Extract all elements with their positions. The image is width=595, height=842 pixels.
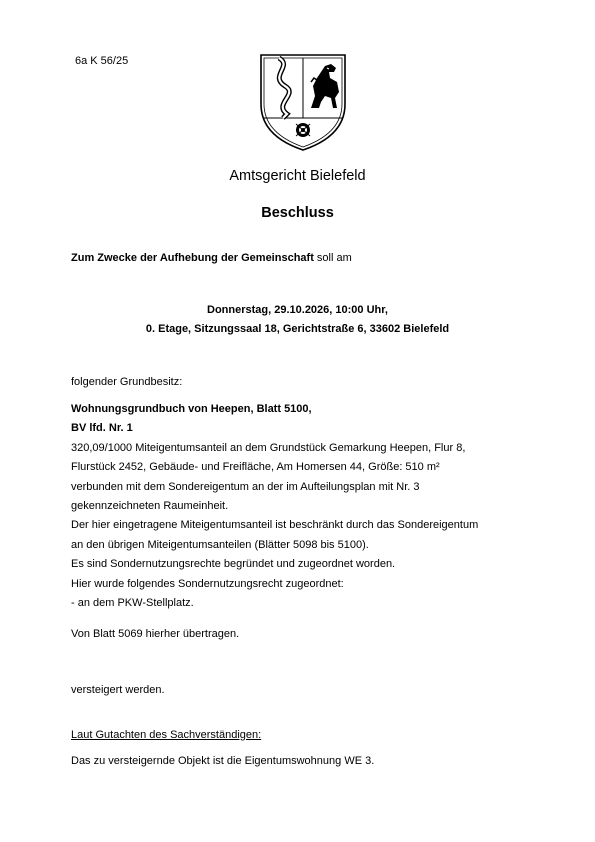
- case-number: 6a K 56/25: [75, 55, 129, 67]
- property-intro: folgender Grundbesitz:: [71, 376, 183, 388]
- document-title: Beschluss: [261, 205, 334, 221]
- transfer-note: Von Blatt 5069 hierher übertragen.: [71, 628, 240, 640]
- purpose-bold: Zum Zwecke der Aufhebung der Gemeinschaft: [71, 252, 314, 264]
- property-bv-number: BV lfd. Nr. 1: [71, 422, 133, 435]
- property-line: 320,09/1000 Miteigentumsanteil an dem Grundstück Gemarkung Heepen, Flur 8,: [71, 441, 466, 454]
- property-line: Der hier eingetragene Miteigentumsanteil ist beschränkt durch das Sondereigentum: [71, 519, 479, 532]
- appointment-location: 0. Etage, Sitzungssaal 18, Gerichtstraße 6, 33602 Bielefeld: [145, 323, 450, 335]
- purpose-rest: soll am: [313, 252, 352, 264]
- coat-of-arms-icon: [259, 52, 347, 152]
- appraisal-text: Das zu versteigernde Objekt ist die Eigentumswohnung WE 3.: [71, 755, 375, 767]
- property-line: Hier wurde folgendes Sondernutzungsrecht zugeordnet:: [71, 577, 344, 590]
- property-line: gekennzeichneten Raumeinheit.: [71, 500, 229, 513]
- property-line: an den übrigen Miteigentumsanteilen (Blätter 5098 bis 5100).: [71, 538, 369, 551]
- auction-phrase: versteigert werden.: [71, 684, 165, 696]
- court-name: Amtsgericht Bielefeld: [229, 168, 366, 184]
- appointment-date-time: Donnerstag, 29.10.2026, 10:00 Uhr,: [207, 304, 388, 316]
- property-line: Es sind Sondernutzungsrechte begründet und zugeordnet worden.: [71, 558, 396, 571]
- property-line: verbunden mit dem Sondereigentum an der im Aufteilungsplan mit Nr. 3: [71, 480, 420, 493]
- property-details: [71, 400, 478, 613]
- purpose-line: [71, 252, 352, 264]
- appraisal-heading: Laut Gutachten des Sachverständigen:: [71, 729, 262, 741]
- property-line: - an dem PKW-Stellplatz.: [71, 597, 194, 610]
- property-line: Flurstück 2452, Gebäude- und Freifläche, Am Homersen 44, Größe: 510 m²: [71, 461, 440, 474]
- property-register: Wohnungsgrundbuch von Heepen, Blatt 5100,: [71, 403, 312, 415]
